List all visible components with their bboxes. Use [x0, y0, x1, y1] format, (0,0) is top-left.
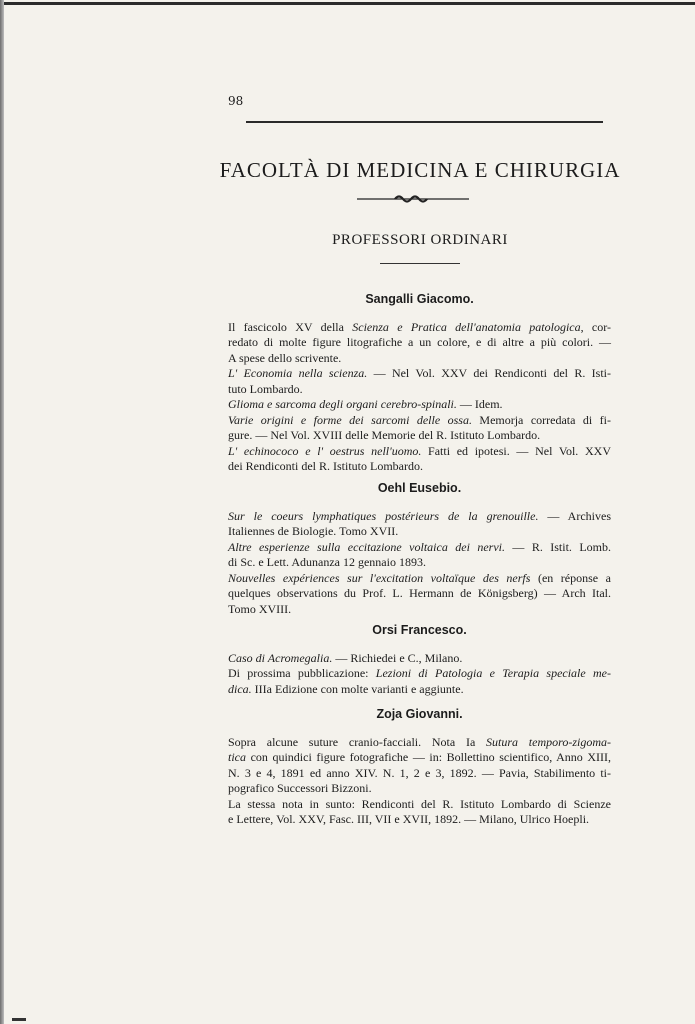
- professor-name: Oehl Eusebio.: [377, 481, 462, 495]
- professor-block: [228, 292, 611, 475]
- section-title: PROFESSORI ORDINARI: [332, 232, 508, 248]
- scan-corner-mark: [12, 1018, 26, 1021]
- bibliography-entry: Altre esperienze sulla eccitazione voltaica dei nervi. — R. Istit. Lomb. di Sc. e Lett. Adunanza 12 gennaio 1893.: [228, 539, 612, 569]
- bibliography-entry: La stessa nota in sunto: Rendiconti del R. Istituto Lombardo di Scienze e Lettere, Vol. XXV, Fasc. III, VII e XVII, 1892. — Milano, Ulrico Hoepli.: [228, 796, 611, 826]
- page-title: FACOLTÀ DI MEDICINA E CHIRURGIA: [219, 158, 621, 182]
- bibliography-entry: Glioma e sarcoma degli organi cerebro-spinali. — Idem.: [228, 397, 503, 411]
- section-rule: [380, 263, 460, 264]
- bibliography-entry: Sur le coeurs lymphatiques postérieurs de la grenouille. — Archives Italiennes de Biologie. Tomo XVII.: [228, 508, 611, 538]
- bibliography-entry: L' Economia nella scienza. — Nel Vol. XXV dei Rendiconti del R. Isti- tuto Lombardo.: [228, 366, 611, 396]
- scan-left-edge: [0, 0, 4, 1024]
- bibliography-entry: Varie origini e forme dei sarcomi delle ossa. Memorja corredata di fi- gure. — Nel Vol. XVIII delle Memorie del R. Istituto Lombardo.: [228, 412, 611, 442]
- bibliography-entry: Sopra alcune suture cranio-facciali. Nota Ia Sutura temporo-zigoma- tica con quindici figure fotografiche — in: Bollettino scientifico, Anno XIII, N. 3 e 4, 1891 ed anno XIV. N. 1, 2 e 3, 1892. — Pavia, Stabilimento ti- pografico Successori Bizzoni.: [228, 734, 611, 795]
- bibliography-entry: Caso di Acromegalia. — Richiedei e C., Milano.: [228, 650, 463, 665]
- header-rule: [246, 121, 603, 123]
- ornament-divider: [357, 192, 469, 206]
- professor-name: Orsi Francesco.: [372, 623, 467, 637]
- bibliography-entry: L' echinococo e l' oestrus nell'uomo. Fatti ed ipotesi. — Nel Vol. XXV dei Rendiconti del R. Istituto Lombardo.: [228, 443, 611, 473]
- bibliography-entry: Di prossima pubblicazione: Lezioni di Patologia e Terapia speciale me- dica. IIIa Edizione con molte varianti e aggiunte.: [228, 666, 611, 696]
- professor-name: Zoja Giovanni.: [376, 707, 463, 721]
- bibliography-entry: Il fascicolo XV della Scienza e Pratica dell'anatomia patologica, cor- redato di molte figure litografiche a un colore, e di altre a più colori. — A spese dello scrivente.: [228, 319, 612, 365]
- bibliography-entry: Nouvelles expériences sur l'excitation voltaïque des nerfs (en réponse a quelques observations du Prof. L. Hermann de Königsberg) — Arch Ital. Tomo XVIII.: [228, 570, 611, 616]
- professor-block: [228, 481, 611, 617]
- scan-top-border: [0, 2, 695, 5]
- professor-block: [228, 707, 611, 828]
- page-number: 98: [228, 94, 244, 108]
- professor-block: [228, 623, 611, 697]
- professor-name: Sangalli Giacomo.: [365, 292, 474, 306]
